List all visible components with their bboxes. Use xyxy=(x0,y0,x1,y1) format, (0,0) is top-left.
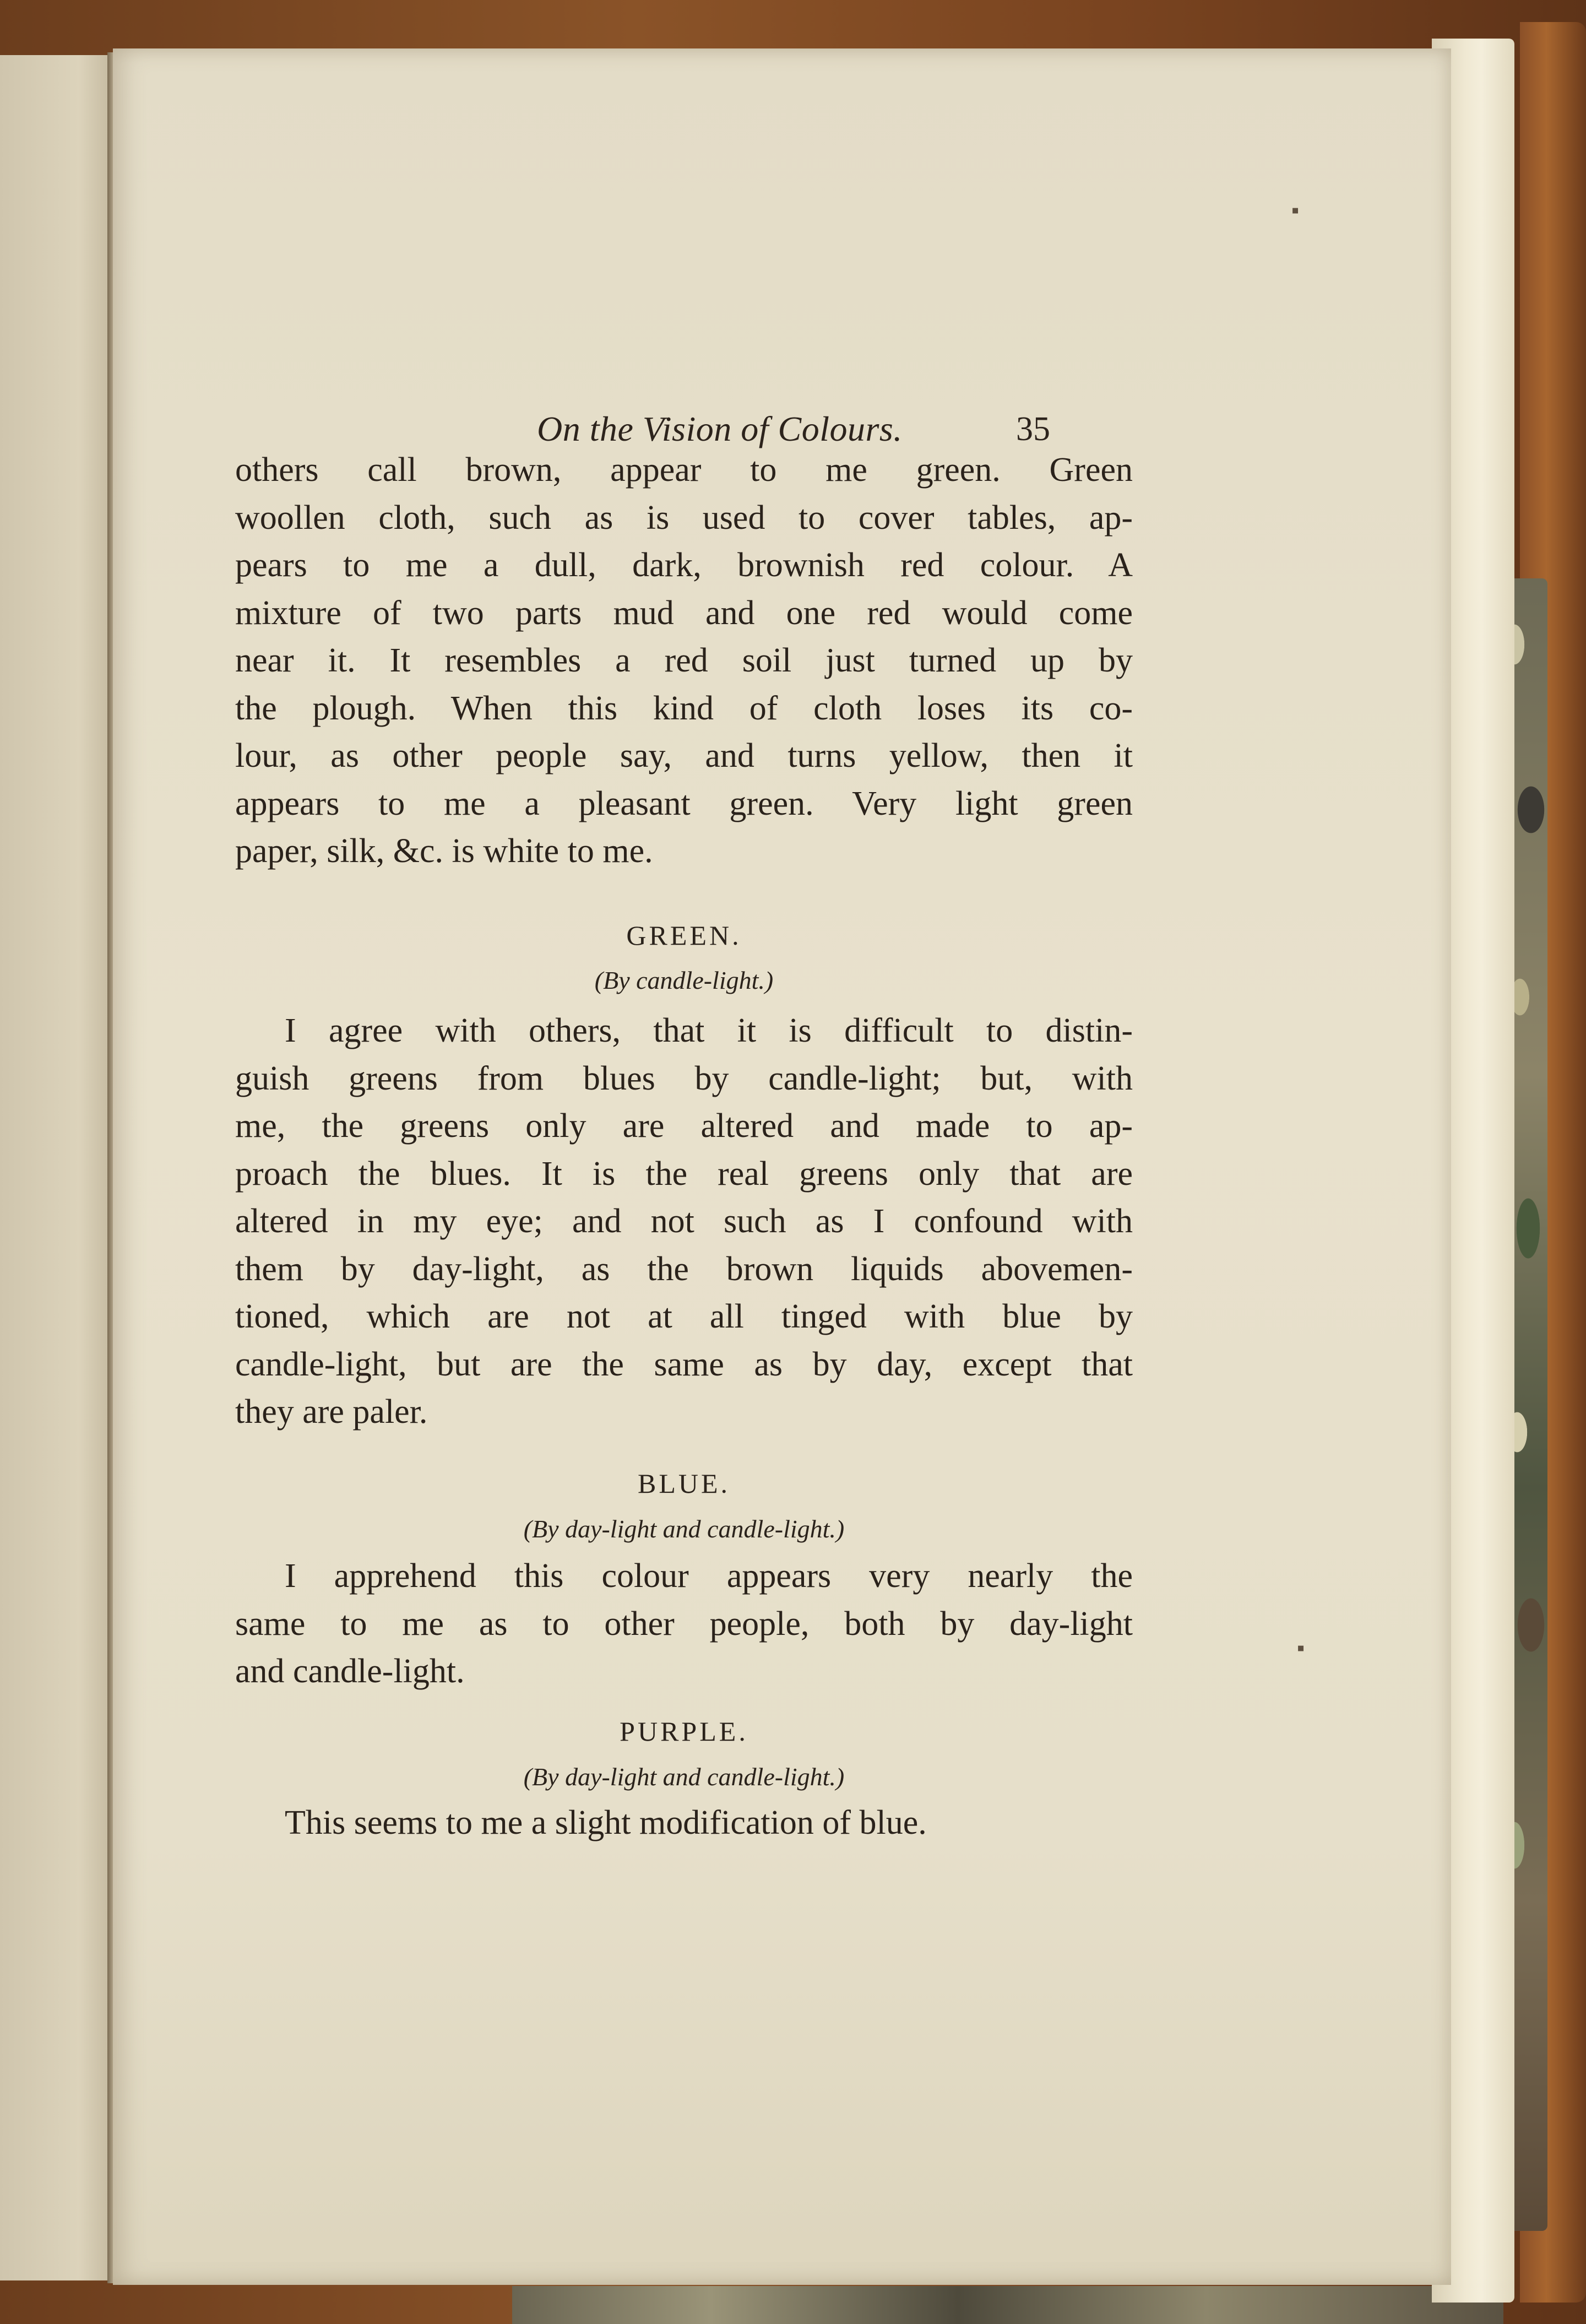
text-line: This seems to me a slight modification of blue. xyxy=(285,1804,927,1841)
text-line: near it. It resembles a red soil just turned up by xyxy=(235,642,1133,679)
paragraph-green xyxy=(235,1007,1133,1436)
left-page xyxy=(0,55,115,2280)
section-subheading-purple: (By day-light and candle-light.) xyxy=(523,1763,845,1791)
text-line: guish greens from blues by candle-light; but, with xyxy=(235,1059,1133,1097)
page-number: 35 xyxy=(1016,410,1050,448)
text-line: proach the blues. It is the real greens only that are xyxy=(235,1155,1133,1193)
text-line: others call brown, appear to me green. Green xyxy=(235,451,1133,489)
text-line: candle-light, but are the same as by day, except that xyxy=(235,1345,1133,1383)
text-line: tioned, which are not at all tinged with blue by xyxy=(235,1298,1133,1335)
text-line: them by day-light, as the brown liquids abovemen- xyxy=(235,1250,1133,1288)
text-line: me, the greens only are altered and made to ap- xyxy=(235,1107,1133,1145)
section-heading-blue: BLUE. xyxy=(637,1468,731,1499)
right-page xyxy=(113,48,1451,2285)
marbled-endpaper-bottom xyxy=(512,2286,1503,2324)
text-line: the plough. When this kind of cloth loses its co- xyxy=(235,689,1133,727)
text-line: appears to me a pleasant green. Very light green xyxy=(235,784,1133,822)
paragraph-blue xyxy=(235,1552,1133,1695)
section-subheading-blue: (By day-light and candle-light.) xyxy=(523,1515,845,1543)
text-line: lour, as other people say, and turns yellow, then it xyxy=(235,737,1133,774)
text-line: they are paler. xyxy=(235,1393,428,1431)
text-line: and candle-light. xyxy=(235,1653,465,1690)
text-line: mixture of two parts mud and one red would come xyxy=(235,594,1133,632)
section-heading-purple: PURPLE. xyxy=(620,1716,748,1747)
text-line: I agree with others, that it is difficult to distin- xyxy=(285,1012,1133,1049)
text-line: same to me as to other people, both by day-light xyxy=(235,1605,1133,1643)
running-title: On the Vision of Colours. xyxy=(537,409,903,448)
text-line: I apprehend this colour appears very nearly the xyxy=(285,1557,1133,1595)
section-subheading-green: (By candle-light.) xyxy=(594,966,774,994)
text-line: altered in my eye; and not such as I confound with xyxy=(235,1202,1133,1240)
paper-speck: ▪ xyxy=(1297,1635,1305,1660)
paragraph-purple xyxy=(235,1799,1133,1847)
text-line: paper, silk, &c. is white to me. xyxy=(235,832,653,870)
text-line: pears to me a dull, dark, brownish red colour. A xyxy=(235,546,1133,584)
paper-speck: ▪ xyxy=(1291,198,1300,223)
section-heading-green: GREEN. xyxy=(626,920,742,951)
text-line: woollen cloth, such as is used to cover tables, ap- xyxy=(235,499,1133,537)
paragraph-continued xyxy=(235,446,1133,875)
